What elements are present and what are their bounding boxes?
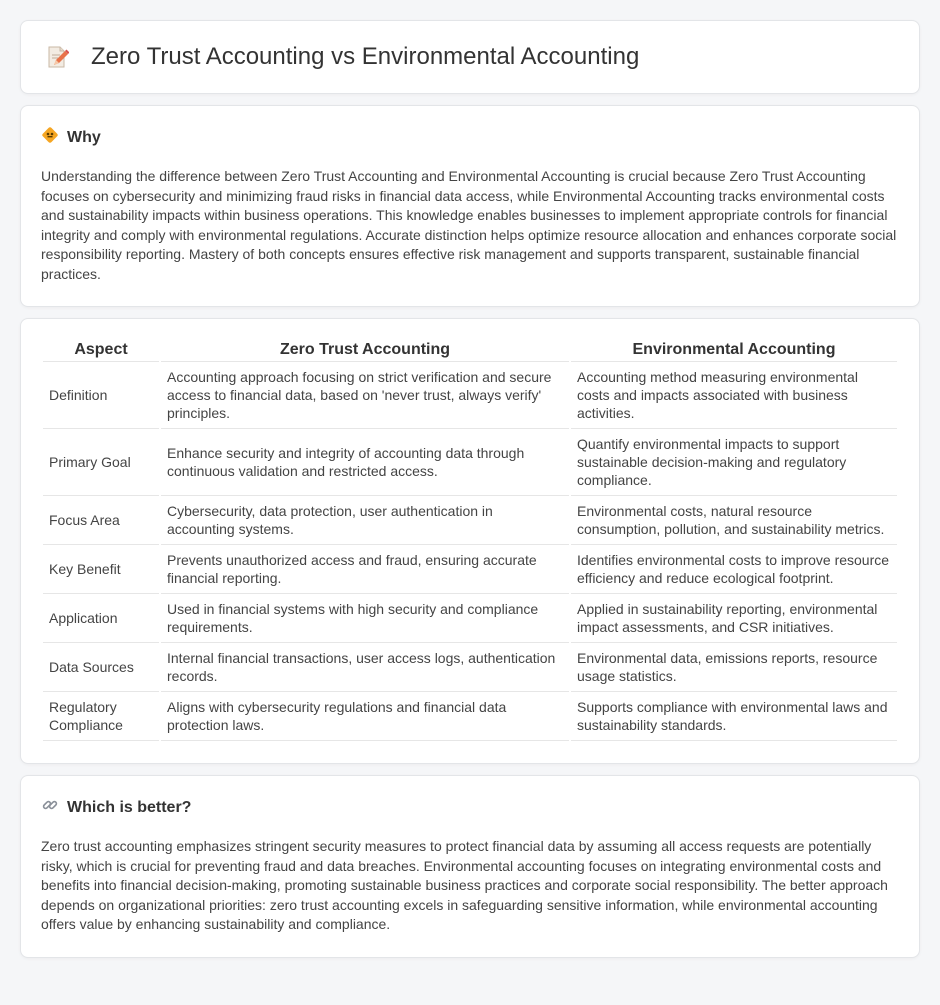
why-text: Understanding the difference between Zero Trust Accounting and Environmental Accounting is crucial because Zero Trust Accounting focuses on cybersecurity and minimizing fraud risks in financial data access, while Environmental Accounting tracks environmental costs and sustainability impacts within business operations. This knowledge enables businesses to implement appropriate controls for financial integrity and comply with environmental regulations. Accurate distinction helps optimize resource allocation and enhances corporate social responsibility reporting. Mastery of both concepts ensures effective risk management and supports transparent, sustainable financial practices. — [41, 168, 897, 282]
link-icon — [41, 796, 67, 819]
table-row — [43, 692, 897, 741]
row-environmental: Accounting method measuring environmental costs and impacts associated with business activities. — [571, 362, 897, 429]
header-card — [20, 20, 920, 94]
document-pencil-icon — [45, 45, 69, 69]
row-environmental: Applied in sustainability reporting, environmental impact assessments, and CSR initiatives. — [571, 594, 897, 643]
row-aspect: Data Sources — [43, 643, 159, 692]
comparison-table — [41, 337, 899, 741]
row-zero-trust: Cybersecurity, data protection, user authentication in accounting systems. — [161, 496, 569, 545]
row-environmental: Quantify environmental impacts to support sustainable decision-making and regulatory compliance. — [571, 429, 897, 496]
row-aspect: Application — [43, 594, 159, 643]
row-environmental: Environmental costs, natural resource consumption, pollution, and sustainability metrics. — [571, 496, 897, 545]
comparison-table-card — [20, 318, 920, 764]
better-heading-label: Which is better? — [67, 798, 192, 816]
row-aspect: Definition — [43, 362, 159, 429]
row-environmental: Environmental data, emissions reports, resource usage statistics. — [571, 643, 897, 692]
better-heading — [41, 796, 899, 819]
table-row — [43, 362, 897, 429]
better-text: Zero trust accounting emphasizes stringent security measures to protect financial data by assuming all access requests are potentially risky, which is crucial for preventing fraud and data breaches. Environmental accounting focuses on integrating environmental costs and benefits into financial decision-making, promoting sustainable business practices and corporate social responsibility. The better approach depends on organizational priorities: zero trust accounting excels in safeguarding sensitive information, while environmental accounting offers value by enhancing sustainability and compliance. — [41, 838, 888, 932]
row-zero-trust: Prevents unauthorized access and fraud, ensuring accurate financial reporting. — [161, 545, 569, 594]
table-row — [43, 545, 897, 594]
row-aspect: Regulatory Compliance — [43, 692, 159, 741]
why-section — [20, 105, 920, 307]
header-zero-trust: Zero Trust Accounting — [161, 337, 569, 362]
table-row — [43, 594, 897, 643]
row-aspect: Key Benefit — [43, 545, 159, 594]
which-is-better-section — [20, 775, 920, 958]
row-environmental: Supports compliance with environmental laws and sustainability standards. — [571, 692, 897, 741]
row-zero-trust: Enhance security and integrity of accounting data through continuous validation and restricted access. — [161, 429, 569, 496]
header-environmental: Environmental Accounting — [571, 337, 897, 362]
page-title: Zero Trust Accounting vs Environmental Accounting — [91, 43, 640, 70]
table-row — [43, 429, 897, 496]
row-zero-trust: Internal financial transactions, user access logs, authentication records. — [161, 643, 569, 692]
table-row — [43, 496, 897, 545]
row-aspect: Primary Goal — [43, 429, 159, 496]
table-row — [43, 643, 897, 692]
why-heading-label: Why — [67, 128, 101, 146]
row-zero-trust: Accounting approach focusing on strict verification and secure access to financial data, based on 'never trust, always verify' principles. — [161, 362, 569, 429]
table-header-row — [43, 337, 897, 362]
row-zero-trust: Aligns with cybersecurity regulations and financial data protection laws. — [161, 692, 569, 741]
row-zero-trust: Used in financial systems with high security and compliance requirements. — [161, 594, 569, 643]
why-heading — [41, 126, 899, 149]
row-aspect: Focus Area — [43, 496, 159, 545]
diamond-sign-icon — [41, 126, 67, 149]
row-environmental: Identifies environmental costs to improve resource efficiency and reduce ecological footprint. — [571, 545, 897, 594]
header-aspect: Aspect — [43, 337, 159, 362]
